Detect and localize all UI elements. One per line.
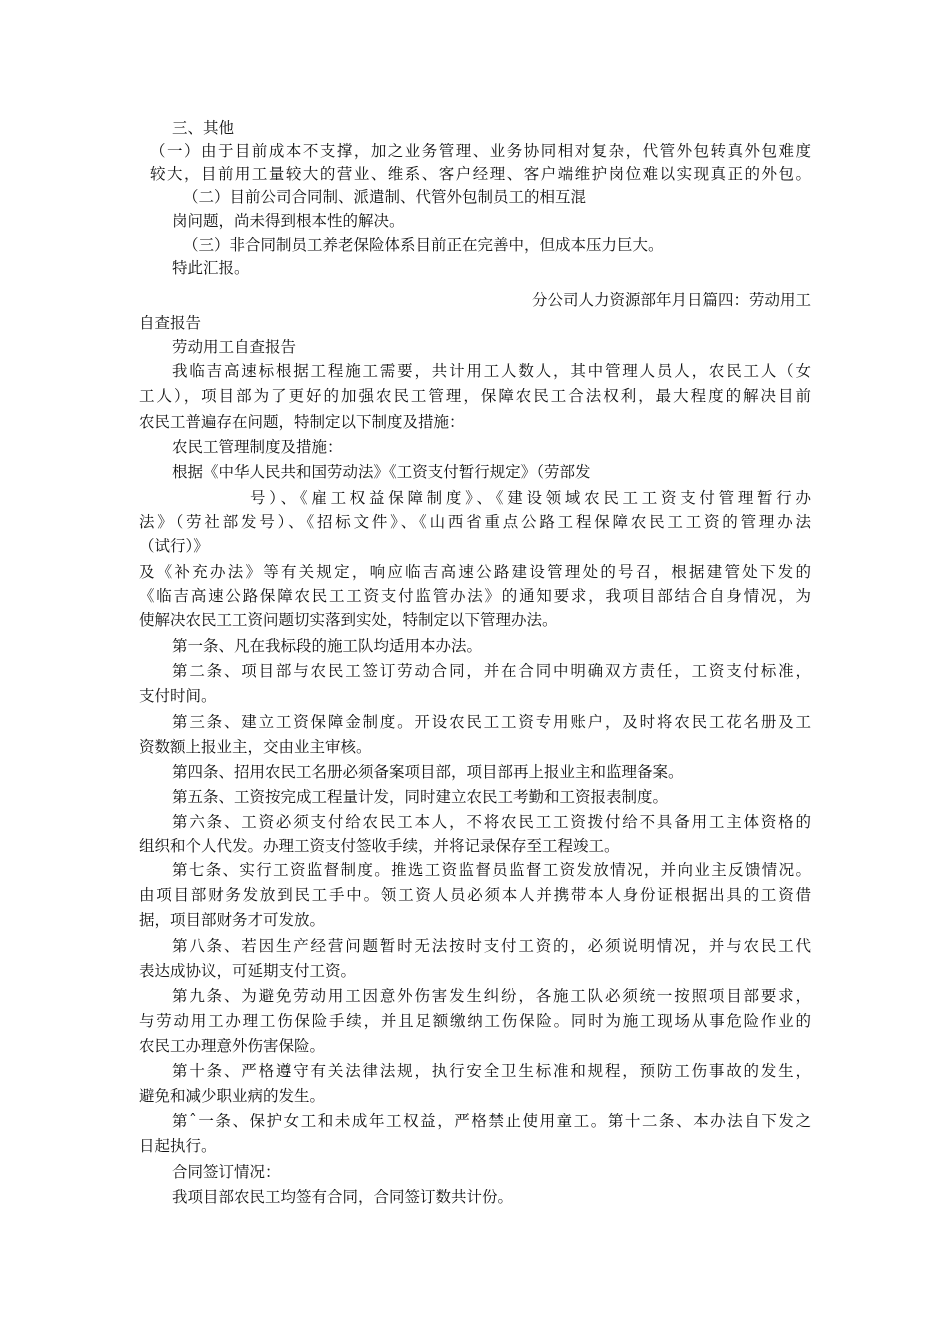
signature-line: 分公司人力资源部年月日篇四：劳动用工 [531,291,811,309]
article-line: 第九条、为避免劳动用工因意外伤害发生纠纷，各施工队必须统一按照项目部要求， [172,987,811,1005]
paragraph-line: 我临吉高速标根据工程施工需要，共计用工人数人，其中管理人员人，农民工人（女 [172,362,811,380]
paragraph-line: 《临吉高速公路保障农民工工资支付监管办法》的通知要求，我项目部结合自身情况，为 [139,587,811,605]
article-line: 第五条、工资按完成工程量计发，同时建立农民工考勤和工资报表制度。 [172,788,669,806]
section-heading: 三、其他 [172,119,235,137]
paragraph-line: 根据《中华人民共和国劳动法》《工资支付暂行规定》（劳部发 [172,463,591,481]
paragraph-line: 农民工管理制度及措施： [172,438,343,456]
article-line: 据，项目部财务才可发放。 [139,911,326,929]
report-title: 自查报告 [139,314,202,332]
article-line: 组织和个人代发。办理工资支付签收手续，并将记录保存至工程竣工。 [139,837,620,855]
article-line: 第一条、凡在我标段的施工队均适用本办法。 [172,637,483,655]
report-heading: 劳动用工自查报告 [172,338,297,356]
article-line: 支付时间。 [139,687,217,705]
paragraph-line: （二）目前公司合同制、派遣制、代管外包制员工的相互混 [183,188,587,206]
article-line: 第ˆ一条、保护女工和未成年工权益，严格禁止使用童工。第十二条、本办法自下发之 [172,1112,811,1130]
article-line: 第十条、严格遵守有关法律法规，执行安全卫生标准和规程，预防工伤事故的发生， [172,1062,811,1080]
article-line: 农民工办理意外伤害保险。 [139,1037,326,1055]
paragraph-line: 较大，目前用工量较大的营业、维系、客户经理、客户端维护岗位难以实现真正的外包。 [150,165,811,183]
article-line: 第二条、项目部与农民工签订劳动合同，并在合同中明确双方责任，工资支付标准， [172,662,811,680]
article-line: 第八条、若因生产经营问题暂时无法按时支付工资的，必须说明情况，并与农民工代 [172,937,811,955]
paragraph-line: （三）非合同制员工养老保险体系目前正在完善中，但成本压力巨大。 [183,236,664,254]
article-line: 与劳动用工办理工伤保险手续，并且足额缴纳工伤保险。同时为施工现场从事危险作业的 [139,1012,811,1030]
paragraph-line: 及《补充办法》等有关规定，响应临吉高速公路建设管理处的号召，根据建管处下发的 [139,563,811,581]
paragraph-line: 特此汇报。 [172,259,250,277]
paragraph-line: 我项目部农民工均签有合同，合同签订数共计份。 [172,1188,514,1206]
article-line: 表达成协议，可延期支付工资。 [139,962,357,980]
paragraph-line: （试行）》 [139,537,209,555]
article-line: 第六条、工资必须支付给农民工本人，不将农民工工资拨付给不具备用工主体资格的 [172,813,811,831]
article-line: 避免和减少职业病的发生。 [139,1087,326,1105]
paragraph-line: （一）由于目前成本不支撑，加之业务管理、业务协同相对复杂，代管外包转真外包难度 [150,142,811,160]
article-line: 第三条、建立工资保障金制度。开设农民工工资专用账户，及时将农民工花名册及工 [172,713,811,731]
paragraph-line: 岗问题，尚未得到根本性的解决。 [172,212,405,230]
article-line: 由项目部财务发放到民工手中。领工资人员必须本人并携带本人身份证根据出具的工资借 [139,886,811,904]
article-line: 第七条、实行工资监督制度。推选工资监督员监督工资发放情况，并向业主反馈情况。 [172,861,811,879]
article-line: 资数额上报业主，交由业主审核。 [139,738,372,756]
paragraph-line: 农民工普遍存在问题，特制定以下制度及措施： [139,413,465,431]
article-line: 日起执行。 [139,1137,217,1155]
article-line: 第四条、招用农民工名册必须备案项目部，项目部再上报业主和监理备案。 [172,763,684,781]
subheading-line: 合同签订情况： [172,1163,281,1181]
paragraph-line: 使解决农民工工资问题切实落到实处，特制定以下管理办法。 [139,611,558,629]
paragraph-line: 工人），项目部为了更好的加强农民工管理，保障农民工合法权利，最大程度的解决目前 [139,387,811,405]
paragraph-line: 法》（劳社部发号）、《招标文件》、《山西省重点公路工程保障农民工工资的管理办法 [139,513,811,531]
paragraph-line: 号）、《雇工权益保障制度》、《建设领域农民工工资支付管理暂行办 [250,489,811,507]
